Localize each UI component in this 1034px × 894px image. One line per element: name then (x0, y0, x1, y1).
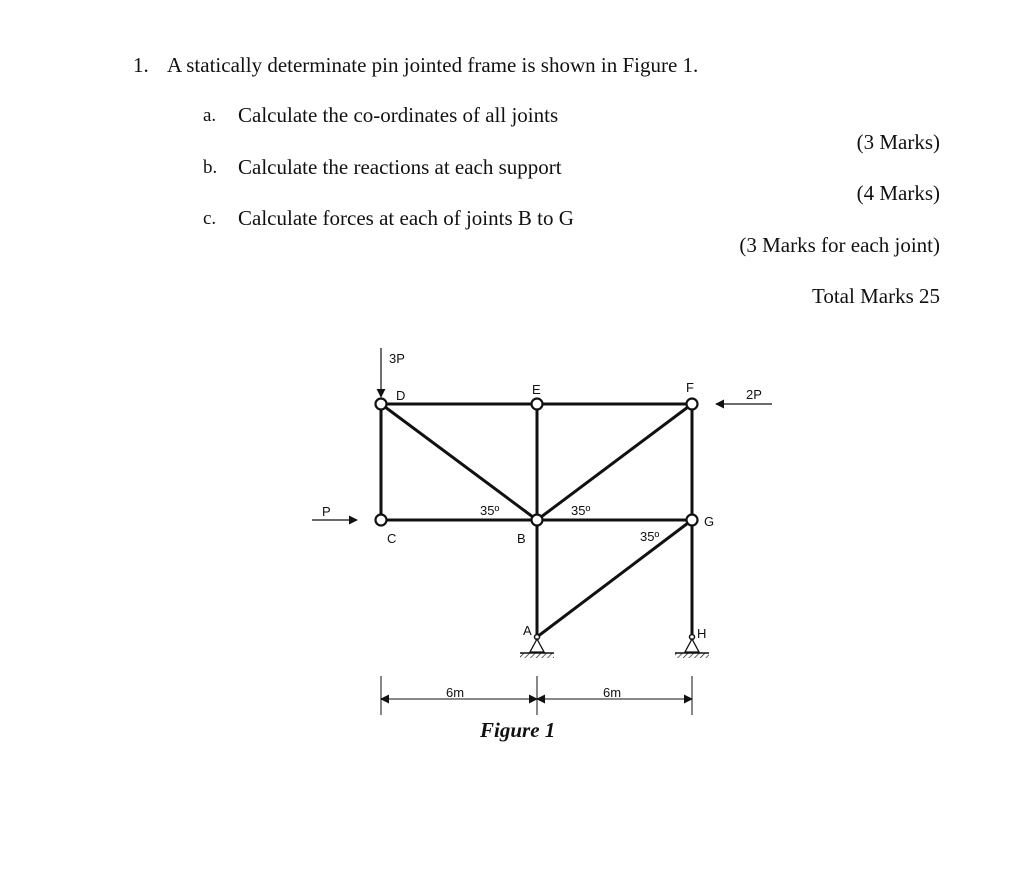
label-f: F (686, 380, 694, 395)
label-b: B (517, 531, 526, 546)
question-text: A statically determinate pin jointed frame is shown in Figure 1. (167, 53, 699, 77)
part-b-letter: b. (203, 157, 218, 178)
label-g: G (704, 514, 715, 529)
label-h: H (697, 626, 707, 641)
joint-b (532, 515, 543, 526)
label-d: D (396, 388, 406, 403)
dimension-lines (381, 676, 692, 715)
figure-caption: Figure 1 (480, 718, 556, 742)
part-c-text: Calculate forces at each of joints B to G (238, 206, 574, 230)
member-ag (537, 520, 692, 637)
part-a-letter: a. (203, 105, 217, 126)
label-e: E (532, 382, 541, 397)
part-b-text: Calculate the reactions at each support (238, 155, 562, 179)
joint-e (532, 399, 543, 410)
dimension-left: 6m (446, 685, 465, 700)
angle-at-g: 35º (640, 529, 660, 544)
support-a (520, 635, 554, 659)
label-c: C (387, 531, 397, 546)
part-b-marks: (4 Marks) (856, 181, 940, 205)
label-a: A (523, 623, 532, 638)
dimension-right: 6m (603, 685, 622, 700)
joint-c (376, 515, 387, 526)
total-marks: Total Marks 25 (811, 284, 940, 308)
joint-g (687, 515, 698, 526)
angle-left-of-b: 35º (480, 503, 500, 518)
part-c-marks: (3 Marks for each joint) (739, 233, 940, 257)
part-c-letter: c. (203, 208, 217, 229)
part-a-marks: (3 Marks) (856, 130, 940, 154)
joint-d (376, 399, 387, 410)
question-number: 1. (133, 53, 149, 77)
load-label-3p: 3P (389, 351, 405, 366)
load-label-p: P (322, 504, 331, 519)
joint-f (687, 399, 698, 410)
angle-right-of-b: 35º (571, 503, 591, 518)
member-db (381, 404, 537, 520)
load-label-2p: 2P (746, 387, 762, 402)
member-bf (537, 404, 692, 520)
part-a-text: Calculate the co-ordinates of all joints (238, 103, 559, 127)
